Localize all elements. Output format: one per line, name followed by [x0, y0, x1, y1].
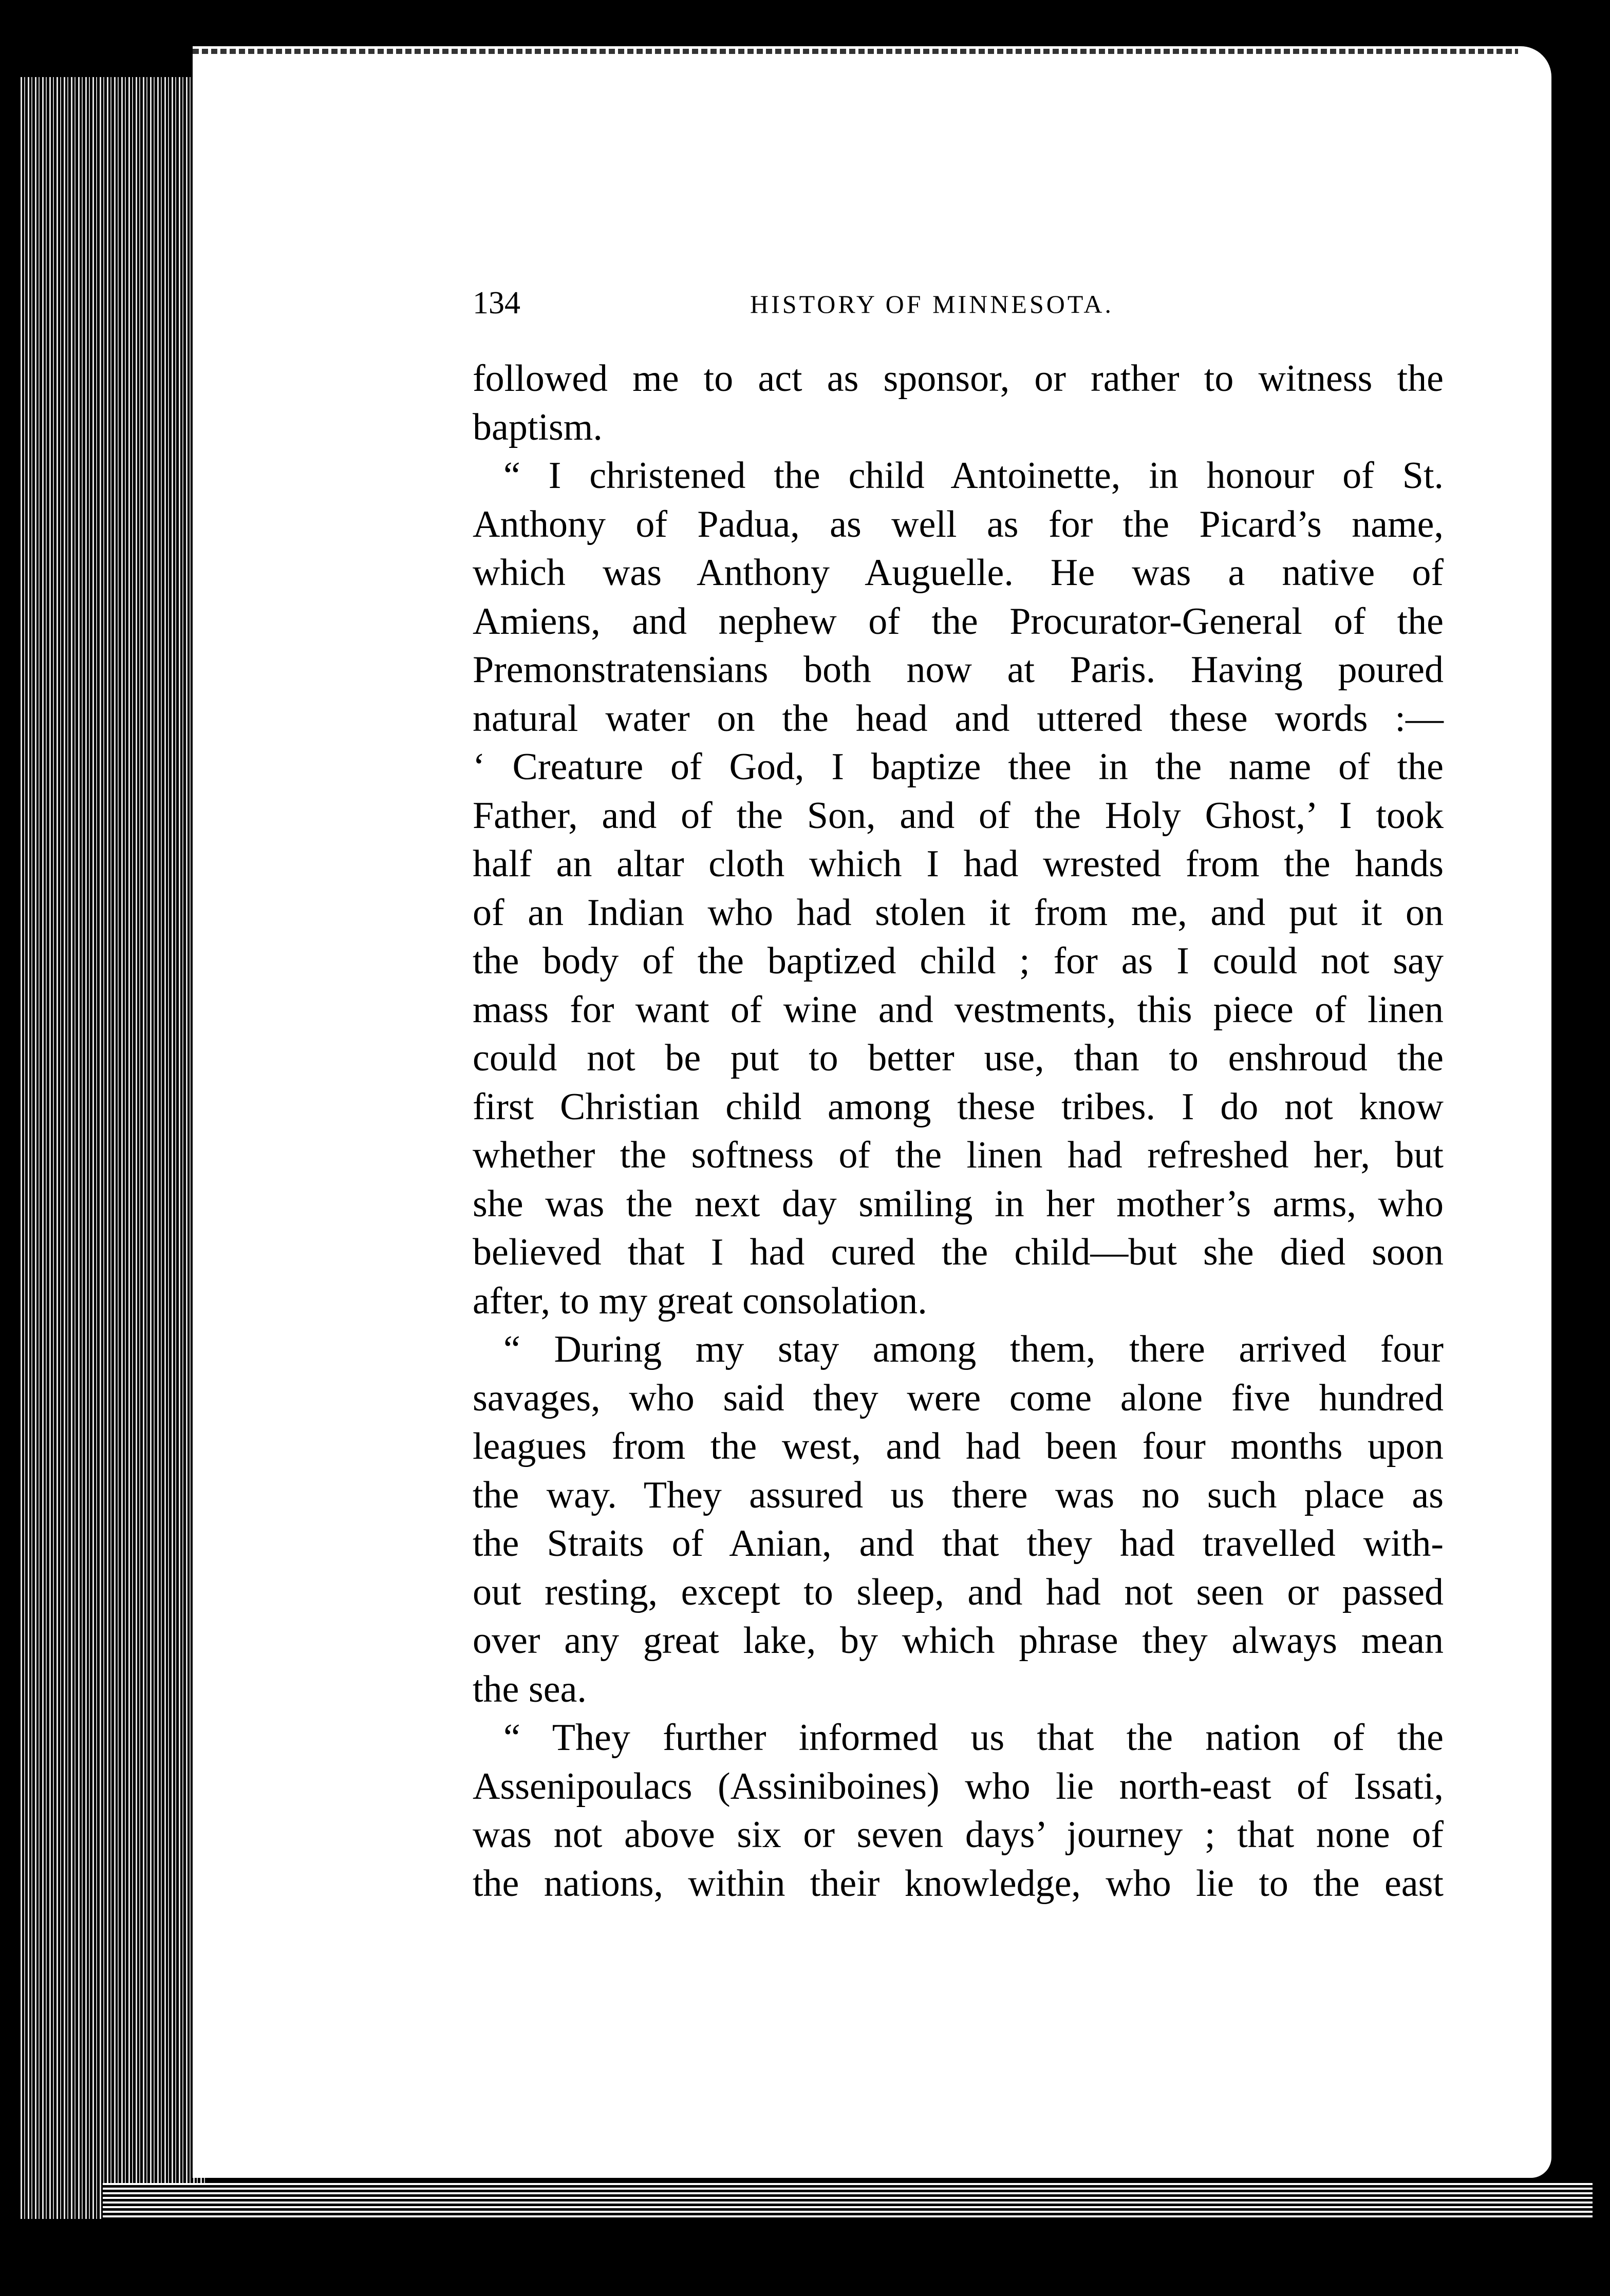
text-line: the body of the baptized child ; for as I could not say	[473, 940, 1444, 982]
page-number: 134	[473, 286, 520, 321]
text-line: after, to my great consolation.	[473, 1279, 927, 1322]
text-line: Amiens, and nephew of the Procurator-General of the	[473, 600, 1444, 643]
page-header	[473, 285, 1451, 331]
text-line: baptism.	[473, 406, 603, 448]
text-line: leagues from the west, and had been four months upon	[473, 1425, 1444, 1467]
text-line: of an Indian who had stolen it from me, and put it on	[473, 891, 1444, 934]
text-line: first Christian child among these tribes. I do not know	[473, 1085, 1444, 1128]
text-line: half an altar cloth which I had wrested from the hands	[473, 843, 1444, 885]
page-top-edge	[193, 49, 1518, 54]
text-line: believed that I had cured the child—but she died soon	[473, 1231, 1444, 1273]
body-text	[473, 354, 1444, 1908]
text-line: Premonstratensians both now at Paris. Having poured	[473, 649, 1444, 691]
text-line: savages, who said they were come alone five hundred	[473, 1377, 1444, 1419]
text-line: the sea.	[473, 1668, 587, 1710]
text-line: the nations, within their knowledge, who lie to the east	[473, 1862, 1444, 1905]
text-line: she was the next day smiling in her mother’s arms, who	[473, 1182, 1444, 1225]
text-line: the way. They assured us there was no such place as	[473, 1474, 1444, 1516]
text-line: over any great lake, by which phrase they always mean	[473, 1620, 1444, 1662]
text-line: was not above six or seven days’ journey ; that none of	[473, 1814, 1444, 1856]
text-line: Anthony of Padua, as well as for the Picard’s name,	[473, 503, 1444, 545]
text-line: whether the softness of the linen had refreshed her, but	[473, 1134, 1444, 1176]
text-line: “ They further informed us that the nation of the	[503, 1717, 1444, 1759]
text-line: natural water on the head and uttered these words :—	[473, 697, 1444, 740]
text-line: “ During my stay among them, there arrived four	[503, 1328, 1444, 1370]
text-line: could not be put to better use, than to enshroud the	[473, 1037, 1444, 1079]
page-stack-edges	[21, 77, 205, 2219]
text-line: Assenipoulacs (Assiniboines) who lie north-east of Issati,	[473, 1765, 1444, 1808]
text-line: the Straits of Anian, and that they had travelled with-	[473, 1522, 1444, 1565]
page-stack-bottom	[103, 2183, 1593, 2219]
text-line: mass for want of wine and vestments, this piece of linen	[473, 988, 1444, 1031]
text-line: out resting, except to sleep, and had not seen or passed	[473, 1571, 1444, 1613]
text-line: which was Anthony Auguelle. He was a native of	[473, 552, 1444, 594]
text-line: Father, and of the Son, and of the Holy Ghost,’ I took	[473, 794, 1444, 837]
text-line: “ I christened the child Antoinette, in honour of St.	[503, 455, 1444, 497]
running-title: HISTORY OF MINNESOTA.	[750, 290, 1114, 318]
text-line: followed me to act as sponsor, or rather to witness the	[473, 357, 1444, 400]
text-line: ‘ Creature of God, I baptize thee in the name of the	[473, 746, 1444, 788]
